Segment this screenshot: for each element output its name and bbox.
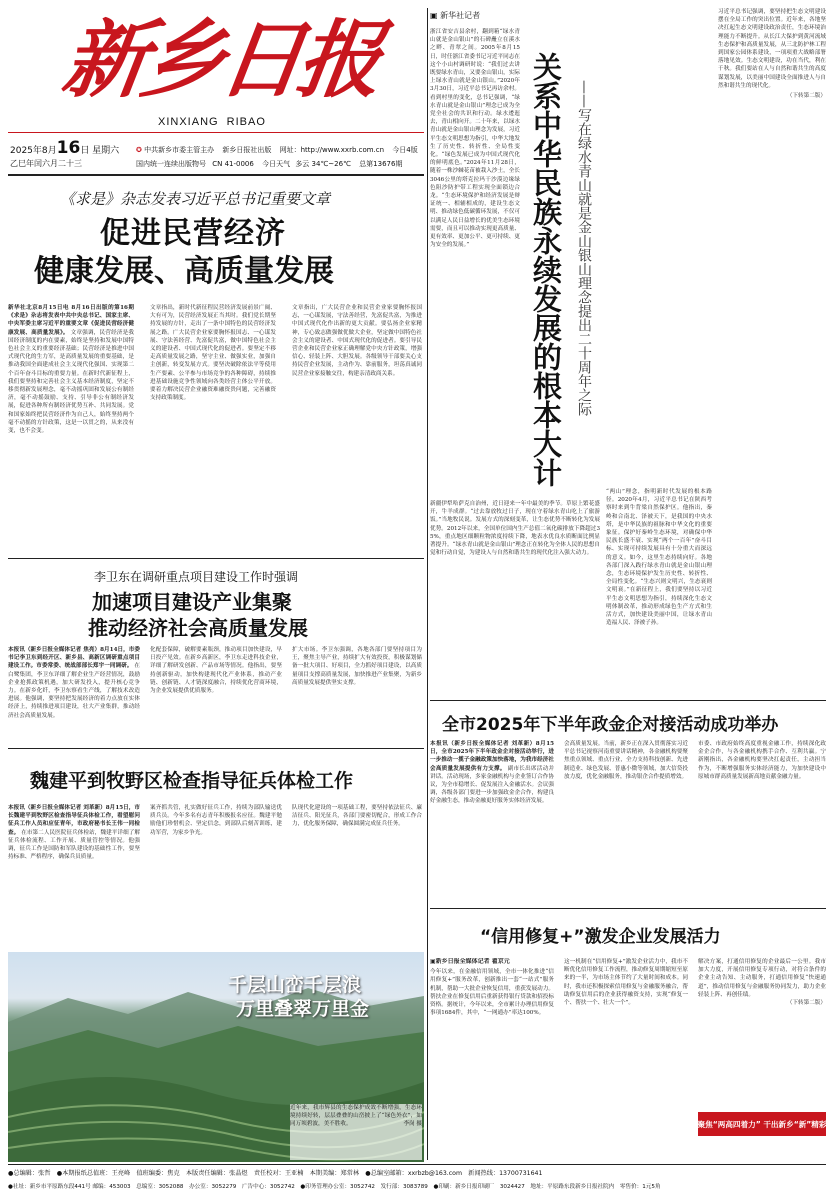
article-credit xyxy=(430,912,826,1160)
masthead-bottom-rule xyxy=(8,174,424,176)
slogan-banner xyxy=(698,1112,826,1136)
date-suffix: 日 星期六 xyxy=(80,146,120,156)
article-lead xyxy=(430,958,554,1154)
article-body-4-text: 习近平总书记强调，要坚持把生态文明建设摆在全局工作的突出位置。近年来，各地坚决扛起生态文明建设政治责任，生态环境治理能力不断提升。从长江大保护到黄河流域生态保护和高质量发展，从三北防护林工程到国家公园体系建设，一项项重大战略部署落地见效。生态文明建设，功在当代，利在千秋。我们要站在人与自然和谐共生的高度谋划发展，以美丽中国建设全面推进人与自然和谐共生的现代化。 xyxy=(718,9,826,89)
footer-rule xyxy=(8,1164,826,1165)
article-body-3: “两山”理念，指明新时代发展的根本路径。2020年4月，习近平总书记在陕西考察时来到牛背梁自然保护区。他指出，秦岭和合南北、泽被天下，是我国的中央水塔，是中华民族的祖脉和中华文化的重要象征。保护好秦岭生态环境，对确保中华民族长盛不衰、实现“两个一百年”奋斗目标、实现可持续发展具有十分重大而深远的意义。如今，这里生态持续向好。各地各部门深入践行绿水青山就是金山银山理念，生态环境保护发生历史性、转折性、全局性变化。“生态兴则文明兴，生态衰则文明衰。”在新征程上，我们要坚持以习近平生态文明思想为指引，持续深化生态文明体制改革，推动形成绿色生产方式和生活方式，加快建设美丽中国，让绿水青山造福人民、泽被子孙。 xyxy=(606,489,712,627)
article-kicker: 《求是》杂志发表习近平总书记重要文章 xyxy=(60,190,331,208)
photo-credit: 李岗 摄 xyxy=(403,1121,422,1128)
article-project xyxy=(8,562,424,746)
continued-note: （下转第二版） xyxy=(786,93,826,100)
date-prefix: 2025年8月 xyxy=(10,146,57,156)
publisher-info xyxy=(136,145,418,155)
article-headline: 加速项目建设产业集聚 xyxy=(92,590,292,614)
article-body-3 xyxy=(698,958,826,1108)
article-body-1: 今年以来，在金融信用领域，全市一体化推进“信用修复+”服务改革，创新推出一套“一站式”服务机制，帮助一大批企业恢复信用，重获发展动力。帮扶企业在修复信用后重新获得银行贷款和招投标资格。据统计，今年以来，全市累计办理信用修复事项1684件，其中，“一网通办”率达100%。 xyxy=(430,969,554,1017)
byline-text: 新华社记者 xyxy=(440,11,481,20)
article-headline: 关系中华民族永续发展的根本大计 xyxy=(529,52,563,487)
caption-text: 近年来，我市辉县的生态保护成效不断增强，生态环境持续好转，层层叠叠的山峦披上了“绿色外衣”，如同万顷碧波，美不胜收。 xyxy=(290,1105,422,1128)
footer-line-2: ●社址：新乡市平原路东段441号 邮编：453003 总编室：3052088 办公室：3052279 广告中心：3052742 ●印务管理办公室：3052742 发行部：3083789 ●印刷：新乡日报印刷厂 3024427 地址：平原路东段新乡日报社院内 零售价：1元5角 xyxy=(8,1184,661,1190)
newspaper-logo: 新乡日报 xyxy=(57,10,384,109)
divider xyxy=(430,908,826,909)
article-lead xyxy=(8,646,140,742)
website: 网址：http://www.xxrb.com.cn xyxy=(279,146,385,154)
article-body-3: 文章指出，广大民营企业和民营企业家要胸怀报国志，一心谋发展，守法善经营，先富促共富，为推进中国式现代化作出新的更大贡献。要弘扬企业家精神，专心致志做强做优做大企业，坚定做中国特色社会主义的建设者、中国式现代化的促进者。要引导民营企业和民营企业家正确理解党中央方针政策，增强信心、轻装上阵、大胆发展。各级领导干部要关心支持民营企业发展，主动作为、靠前服务，坦荡真诚同民营企业家接触交往，构建亲清政商关系。 xyxy=(292,305,422,377)
byline-icon: ▣ xyxy=(430,11,438,20)
footer-line-1: ●总编辑：张哲 ●本期报纸总值班：王亮峰 值班编委：焦克 本版责任编辑：张晶煜 责任校对：王亚楠 本期美编：郑常林 ●总编室邮箱：xxrbzb@163.com 新闻热线：13700731641 xyxy=(8,1170,543,1177)
byline-text: 新乡日报全媒体记者 翟京元 xyxy=(435,958,510,965)
issue-date xyxy=(10,138,119,158)
newspaper-pinyin: XINXIANG RIBAO xyxy=(158,116,266,128)
article-headline: 促进民营经济 xyxy=(100,216,286,251)
article-body-2: 这一机制在“信用修复+”激发企业活力中，我市不断优化信用修复工作流程，推动修复周期缩短至原来的一半，为市场主体节约了大量时间和成本。同时，我市还积极探索信用修复与金融服务融合，帮助修复信用后的企业获得融资支持，实现“修复一个、帮扶一个、壮大一个”。 xyxy=(564,959,688,1007)
party-sponsor: 中共新乡市委主管主办 xyxy=(144,146,215,154)
article-finance xyxy=(430,704,826,906)
cn-label: 国内统一连续出版物号 xyxy=(136,160,206,168)
publisher: 新乡日报社出版 xyxy=(222,146,272,154)
article-byline xyxy=(430,10,480,21)
article-body-3: 队现代化建设的一项基础工程，要坚持依法征兵、廉洁征兵、阳光征兵，各部门要密切配合，形成工作合力，优化服务保障，确保圆满完成征兵任务。 xyxy=(292,805,422,828)
article-body-1: 浙江省安吉县余村，翻到箱“绿水青山就是金山银山”的石碑矗立在溪水之畔、青翠之间。2005年8月15日，时任浙江省委书记习近平同志在这个小山村调研时说：“我们过去讲既要绿水青山，又要金山银山，实际上绿水青山就是金山银山。”2020年3月30日，习近平总书记再访余村。看到村里的变化，总书记强调，“绿水青山就是金山银山”理念已成为全党全社会的共识和行动。绿水逶迤去，青山相向开。二十年来，以绿水青山就是金山银山理念为发展，习近平生态文明思想为指引，中华大地发生了历史性、转折性、全局性变化。“绿色发展已成为中国式现代化的鲜明底色。”2024年11月28日，随着一株沙棘花苗被栽入沙土，全长3046公里的塔克拉玛干沙漠边缘绿色阻沙防护带工程实现全面锁边合龙。“生态环境保护和经济发展是辩证统一、相辅相成的，建设生态文明、推动绿色低碳循环发展，不仅可以满足人民日益增长的优美生态环境需要，而且可以推动实现更高质量、更有效率、更加公平、更可持续、更为安全的发展。” xyxy=(430,29,520,249)
lunar-date: 乙巳年闰六月二十三 xyxy=(10,159,82,168)
article-conscription xyxy=(8,752,424,950)
continued-note: （下转第二版） xyxy=(786,1000,826,1007)
article-body-2: 会高质量发展。当前，新乡正在深入贯彻落实习近平总书记视察河南重要讲话精神，各金融机构要聚焦重点领域、重点行业，全力支持科技创新、先进制造业、绿色发展、普惠小微等领域，加大信贷投放力度，优化金融服务，推动银企合作提质增效。 xyxy=(564,741,688,780)
article-body-1: 文章强调，民营经济是我国经济制度的内在要素，始终是坚持和发展中国特色社会主义的重要经济基础；民营经济是推进中国式现代化的生力军，是高质量发展的重要基础，是推动我国全面建成社会主义现代化强国、实现第二个百年奋斗目标的重要力量。在新时代新征程上，我们要坚持和完善社会主义基本经济制度，坚定不移贯彻新发展理念，毫不动摇巩固和发展公有制经济，毫不动摇鼓励、支持、引导非公有制经济发展，促进各种所有制经济优势互补、共同发展。党和国家始终把民营经济作为自己人，始终坚持两个毫不动摇的方针政策，这是一以贯之的，从来没有变，也不会变。 xyxy=(8,329,134,435)
article-ecology xyxy=(430,8,826,698)
weather: 多云 34℃~26℃ xyxy=(295,160,351,168)
weather-label: 今日天气 xyxy=(262,160,291,168)
article-body-3: 扩大市场。李卫东强调，各地各部门要坚持项目为王，聚焦主导产业，持续扩大有效投资，积极谋划储备一批大项目、好项目，全力抓好项目建设，以高质量项目支撑高质量发展，加快推进产业集聚，为新乡高质量发展提供坚实支撑。 xyxy=(292,647,422,686)
slogan-text: 聚焦“两高四着力” 干出新乡“新”精彩 xyxy=(697,1119,827,1129)
photo-headline-2: 万里叠翠万里金 xyxy=(236,998,370,1020)
article-body-1: 副市长出席活动并讲话。活动现场，多家金融机构与企业签订合作协议，为全市稳增长、促发展注入金融活水。会议强调，各级各部门要进一步加强政金企合作，构建良好金融生态，推动金融更好服务实体经济发展。 xyxy=(430,765,554,805)
article-headline-2: 推动经济社会高质量发展 xyxy=(88,616,308,640)
article-body-1: 在白鹭集团，李卫东详细了解企业生产经营情况，鼓励企业抢抓政策机遇，加大研发投入，提升核心竞争力。在新乡化纤，李卫东察看生产线，了解技术改造进展。他强调，要坚持把发展经济的着力点放在实体经济上，持续推进项目建设，壮大产业集群，推动经济社会高质量发展。 xyxy=(8,663,140,719)
article-body-2: 文章指出，新时代新征程民营经济发展前景广阔、大有可为，民营经济发展正当其时。我们党长期坚持发展的方针，走出了一条中国特色的民营经济发展之路。广大民营企业家要胸怀报国志、一心谋发展、守法善经营、先富促共富，做中国特色社会主义的建设者、中国式现代化的促进者。要坚定不移走高质量发展之路，坚守主业、做强实业，加强自主创新，转变发展方式。要坚决破除依法平等使用生产要素、公平参与市场竞争的各种障碍，持续推进基础设施竞争性领域向各类经营主体公平开放。要着力解决民营企业融资难融资贵问题，完善融资支持政策制度。 xyxy=(150,305,276,402)
photo-caption xyxy=(290,1104,422,1160)
byline-icon: ▣ xyxy=(430,958,436,965)
article-lead xyxy=(8,804,140,946)
article-kicker: 李卫东在调研重点项目建设工作时强调 xyxy=(94,570,299,584)
article-headline: 魏建平到牧野区检查指导征兵体检工作 xyxy=(30,770,354,792)
divider xyxy=(430,700,826,701)
article-body-2: 案齐抓共管，扎实做好征兵工作，持续为部队输送优质兵员。今年多名有志青年积极报名应征。魏建平勉励他们珍惜机会、坚定信念，到部队后刻苦训练，建功军营，为家乡争光。 xyxy=(150,805,282,836)
lead-text: 新华社北京8月15日电 8月16日出版的第16期《求是》杂志将发表中共中央总书记、国家主席、中央军委主席习近平的重要文章《促进民营经济健康发展、高质量发展》。 xyxy=(8,305,134,336)
cn-number: CN 41-0006 xyxy=(212,160,254,168)
article-byline xyxy=(430,958,554,966)
article-body-3-text: 解决方案，打通信用修复的企业最后一公里。我市加大力度，开展信用修复专项行动，对符合条件的企业主动告知、主动服务，打通信用修复“快速通道”，推动信用修复与金融服务协同发力，助力企业轻装上阵、再创佳绩。 xyxy=(698,959,826,998)
party-emblem-icon: ✪ xyxy=(136,146,142,154)
lead-text: 本报讯（新乡日报全媒体记者 焦亮）8月14日，市委书记李卫东到经开区、新乡县、高新区调研重点项目建设工作。市委常委、统战部部长郑宇一同调研。 xyxy=(8,647,140,670)
lead-text: 本报讯（新乡日报全媒体记者 刘革新）8月15日，市长魏建平到牧野区检查指导征兵体检工作，看望慰问征兵工作人员和应征青年，市政府秘书长王伟一同检查。 xyxy=(8,805,140,836)
column-divider xyxy=(427,8,428,1160)
article-headline-2: 健康发展、高质量发展 xyxy=(34,254,334,289)
article-body-4 xyxy=(718,8,826,696)
divider xyxy=(8,558,424,559)
issue-number: 总第13676期 xyxy=(359,160,403,168)
divider xyxy=(8,748,424,749)
article-main xyxy=(8,180,424,556)
article-body-2: 新疆伊犁哈萨克自治州，近日迎来一年中最美的季节。草原上繁花盛开，牛羊成群。“过去靠放牧过日子，现在守着绿水青山吃上了旅游饭。”当地牧民说。发展方式的深刻变革，让生态优势不断转化为发展优势。2012年以来，全国单位国内生产总值二氧化碳排放下降超过35%，重点地区细颗粒物浓度持续下降，地表水优良水质断面比例显著提升。“绿水青山就是金山银山”理念正在转化为全体人民的思想自觉和行动自觉，为建设人与自然和谐共生的现代化注入强大动力。 xyxy=(430,501,600,557)
masthead xyxy=(8,8,424,178)
article-headline: “信用修复+”激发企业发展活力 xyxy=(480,927,721,947)
article-subhead: ——写在绿水青山就是金山银山理念提出二十周年之际 xyxy=(576,80,592,416)
article-body-2: 化配套保障，破解要素瓶颈，推动项目加快建设，早日投产见效。在新乡高新区，李卫东走进科技企业，详细了解研发创新、产品市场等情况。他指出，要坚持创新驱动，加快构建现代化产业体系，推动产业链、创新链、人才链深度融合，持续优化营商环境，为企业发展提供优质服务。 xyxy=(150,647,282,695)
article-body-3: 市委、市政府始终高度重视金融工作，持续深化政金企合作，与各金融机构携手合作、互利共赢。宁新刚指出，各金融机构要坚决扛起责任，主动担当作为，不断增强服务实体经济能力，为加快建设中原城市群高质量发展新高地贡献金融力量。 xyxy=(698,741,826,780)
article-lead xyxy=(8,304,134,552)
lead-text: 本报讯（新乡日报全媒体记者 刘革新）8月15日，全市2025年下半年政金企对接活动举行，进一步推动一揽子金融政策加快落地，为我市经济社会高质量发展提供有力支撑。 xyxy=(430,741,554,772)
masthead-rule xyxy=(8,132,424,133)
article-headline: 全市2025年下半年政金企对接活动成功举办 xyxy=(442,715,779,735)
article-body-1: 在市第二人民医院征兵体检站，魏建平详细了解征兵体检流程、工作开展、质量管控等情况。他强调，征兵工作是国防和军队建设的基础性工作，要坚持标准、严格程序，确保兵员质量。 xyxy=(8,829,140,861)
date-day: 16 xyxy=(56,138,81,158)
article-lead xyxy=(430,740,554,902)
photo-headline: 千层山峦千层浪 xyxy=(228,974,362,996)
publisher-info-2 xyxy=(136,159,402,169)
page-count: 今日4版 xyxy=(392,146,418,154)
